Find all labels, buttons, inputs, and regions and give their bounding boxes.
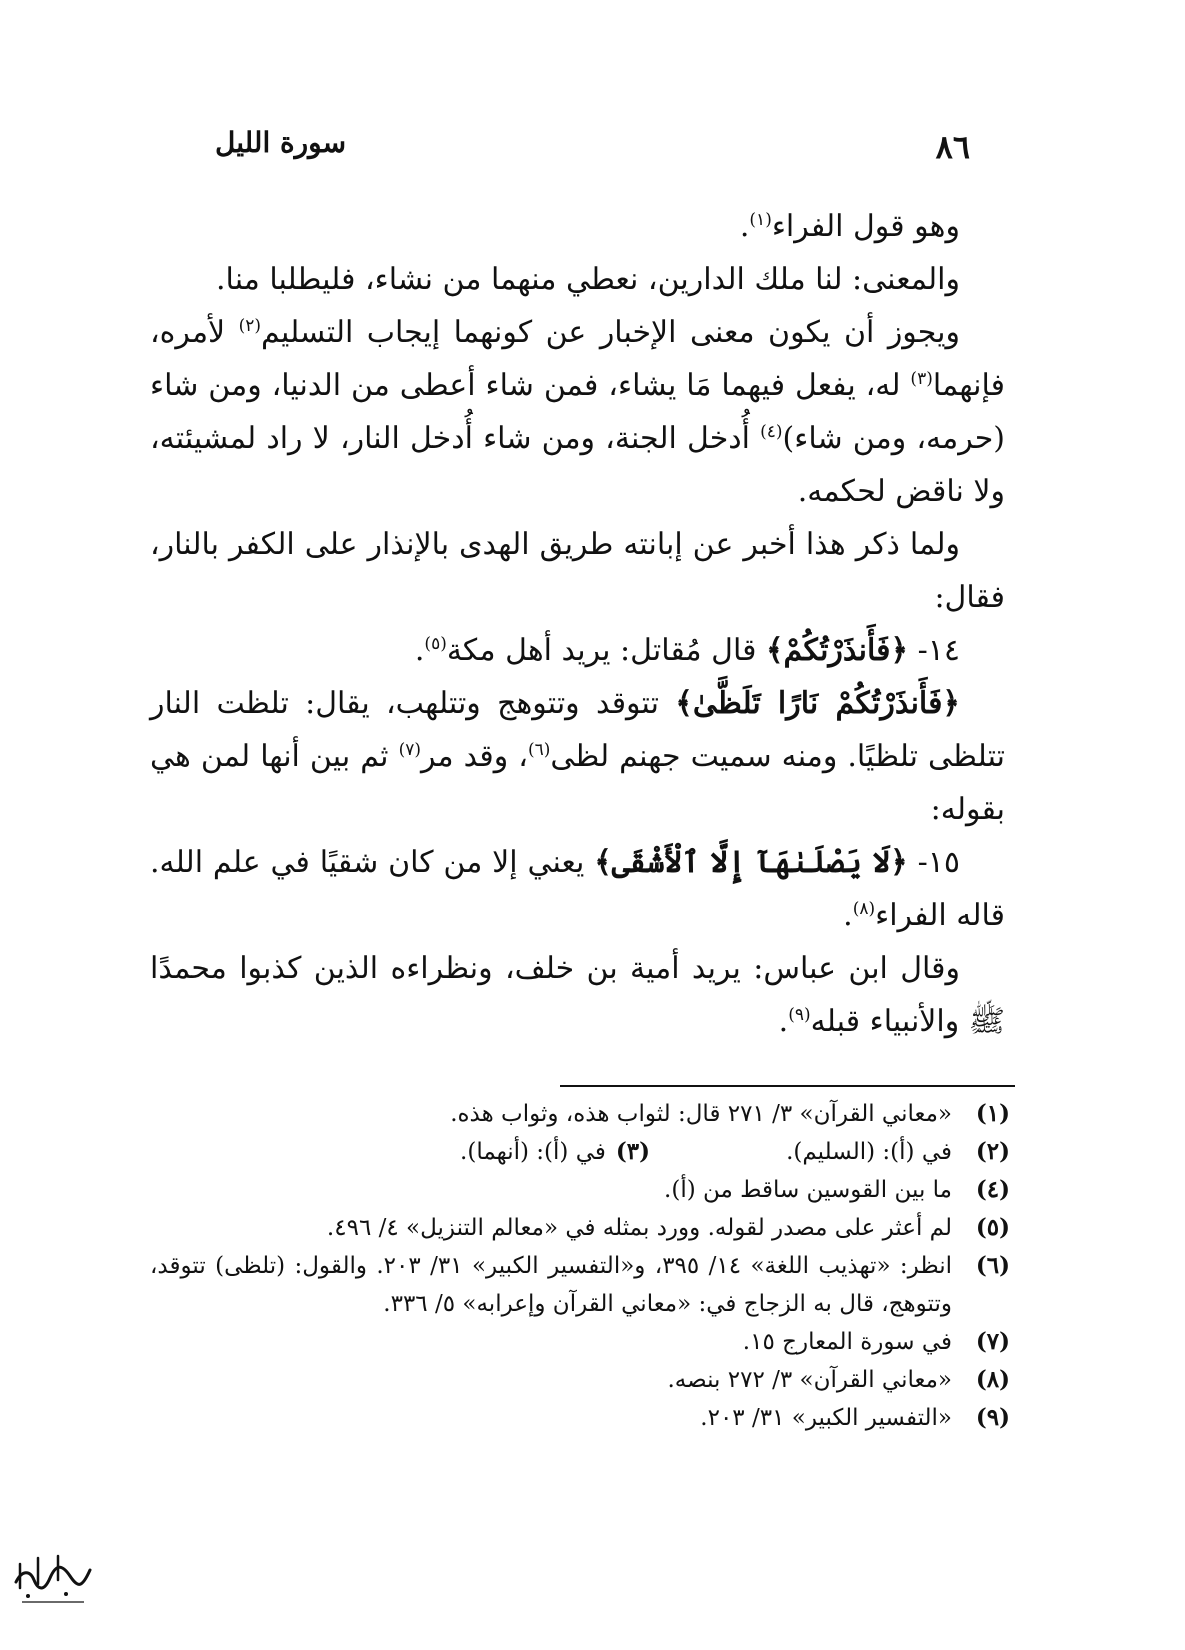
- paragraph-6: ﴿فَأَنذَرْتُكُمْ نَارًا تَلَظَّىٰ﴾ تتوقد وتتوهج وتتلهب، يقال: تلظت النار تتلظى تلظيًا. ومنه سميت جهنم لظى$^{(٦)}$، وقد مر$^{(٧)}$ ثم بين أنها لمن هي بقوله:: [150, 686, 1005, 827]
- footnote-number: (٦): [975, 1252, 1010, 1279]
- footnote-text: «معاني القرآن» ٣/ ٢٧١ قال: لثواب هذه، وثواب هذه.: [450, 1101, 952, 1127]
- footnote-number: (٥): [975, 1214, 1010, 1241]
- footnote-1: [150, 1095, 1010, 1133]
- paragraph-2: والمعنى: لنا ملك الدارين، نعطي منهما من نشاء، فليطلبا منا.: [216, 262, 960, 297]
- verse-number: ١٥-: [907, 845, 960, 880]
- running-title: سورة الليل: [215, 126, 347, 159]
- quran-quote: ﴿فَأَنذَرْتُكُمْ﴾: [765, 633, 909, 668]
- footnote-9: [150, 1399, 1010, 1437]
- footnote-ref-8: (٨): [852, 899, 876, 919]
- footnote-text: في سورة المعارج ١٥.: [742, 1329, 952, 1355]
- verse-14-paragraph: ١٤- ﴿فَأَنذَرْتُكُمْ﴾ قال مُقاتل: يريد أهل مكة$^{(٥)}$.: [414, 633, 960, 668]
- footnote-6: [150, 1247, 1010, 1323]
- paragraph-1: وهو قول الفراء$^{(١)}$.: [739, 209, 960, 244]
- footnote-ref-9: (٩): [788, 1005, 811, 1025]
- footnote-ref-6: (٦): [527, 740, 551, 760]
- footnote-text: «معاني القرآن» ٣/ ٢٧٢ بنصه.: [667, 1367, 952, 1393]
- footnote-5: [150, 1209, 1010, 1247]
- footnote-8: [150, 1361, 1010, 1399]
- footnote-text: في (أ): (السليم).: [786, 1139, 952, 1165]
- footnote-text: «التفسير الكبير» ٣١/ ٢٠٣.: [700, 1405, 952, 1431]
- quran-quote: ﴿فَأَنذَرْتُكُمْ نَارًا تَلَظَّىٰ﴾: [675, 686, 960, 721]
- quran-quote: ﴿لَا يَصْلَىٰهَآ إِلَّا ٱلْأَشْقَى﴾: [594, 845, 908, 880]
- footnote-separator: [560, 1085, 1015, 1087]
- footnote-number: (٣): [615, 1138, 650, 1165]
- footnote-text: انظر: «تهذيب اللغة» ١٤/ ٣٩٥، و«التفسير الكبير» ٣١/ ٢٠٣. والقول: (تلظى) تتوقد، وتتوهج، قال به الزجاج في: «معاني القرآن وإعرابه» ٥/ ٣٣٦.: [150, 1253, 952, 1317]
- footnote-7: [150, 1323, 1010, 1361]
- footnote-number: (٨): [975, 1366, 1010, 1393]
- page-number: ٨٦: [935, 128, 970, 166]
- footnote-ref-1: (١): [749, 210, 772, 230]
- verse-15-paragraph: ١٥- ﴿لَا يَصْلَىٰهَآ إِلَّا ٱلْأَشْقَى﴾ يعني إلا من كان شقيًا في علم الله. قاله الفراء$^{(٨)}$.: [150, 845, 1005, 933]
- footnote-ref-4: (٤): [760, 422, 783, 442]
- footnote-ref-5: (٥): [424, 634, 447, 654]
- body-text: [150, 200, 1005, 1048]
- paragraph-8: وقال ابن عباس: يريد أمية بن خلف، ونظراءه الذين كذبوا محمدًا ﷺ والأنبياء قبله$^{(٩)}$.: [150, 951, 1005, 1039]
- footnote-number: (٩): [975, 1404, 1010, 1431]
- paragraph-3: ويجوز أن يكون معنى الإخبار عن كونهما إيجاب التسليم$^{(٢)}$ لأمره، فإنهما$^{(٣)}$ له، يفعل فيهما مَا يشاء، فمن شاء أعطى من الدنيا، ومن شاء (حرمه، ومن شاء)$^{(٤)}$ أُدخل الجنة، ومن شاء أُدخل النار، لا راد لمشيئته، ولا ناقض لحكمه.: [150, 315, 1005, 509]
- footnote-number: (٢): [975, 1138, 1010, 1165]
- verse-number: ١٤-: [908, 633, 960, 668]
- footnote-3: [460, 1133, 650, 1171]
- footnote-2-3: [150, 1133, 1010, 1171]
- page-header: [215, 122, 970, 172]
- footnote-4: [150, 1171, 1010, 1209]
- footnote-text: لم أعثر على مصدر لقوله. وورد بمثله في «معالم التنزيل» ٤/ ٤٩٦.: [326, 1215, 952, 1241]
- footnote-ref-3: (٣): [910, 369, 933, 389]
- footnote-ref-2: (٢): [238, 316, 262, 336]
- publisher-logo-icon: [8, 1540, 96, 1610]
- paragraph-4: ولما ذكر هذا أخبر عن إبانته طريق الهدى بالإنذار على الكفر بالنار، فقال:: [150, 527, 1005, 615]
- footnote-number: (٧): [975, 1328, 1010, 1355]
- footnote-number: (٤): [975, 1176, 1010, 1203]
- footnotes: [150, 1095, 1010, 1437]
- footnote-number: (١): [975, 1100, 1010, 1127]
- footnote-ref-7: (٧): [398, 740, 421, 760]
- footnote-text: ما بين القوسين ساقط من (أ).: [664, 1177, 952, 1203]
- footnote-text: في (أ): (أنهما).: [460, 1139, 606, 1165]
